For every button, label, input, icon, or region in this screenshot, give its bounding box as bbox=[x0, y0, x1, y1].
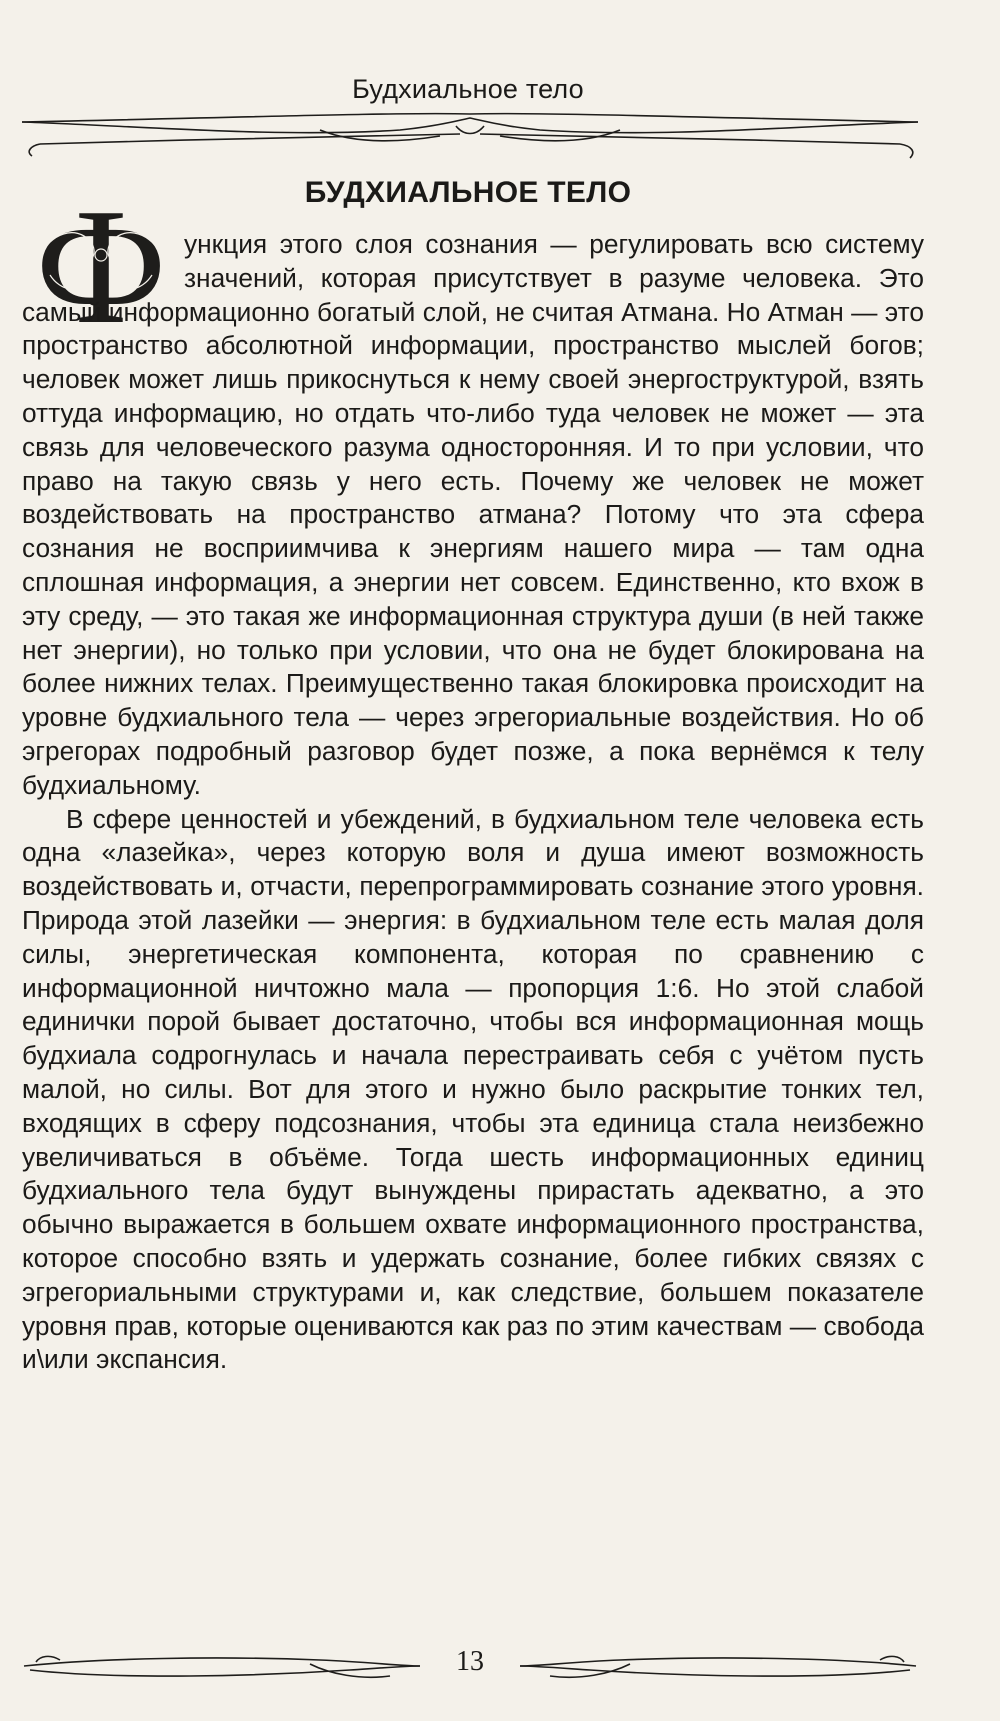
page-number: 13 bbox=[456, 1646, 484, 1677]
paragraph-1: ункция этого слоя сознания — регулировать всю систему значений, которая присутствует в разуме человека. Это самый информационно богатый слой, не считая Атмана. Но Атман — это пространство абсолютной информации, пространство мыслей богов; человек может лишь прикоснуться к нему своей энергоструктурой, взять оттуда информацию, но отдать что-либо туда человек не может — эта связь для человеческого разума односторонняя. И то при условии, что право на такую связь у него есть. Почему же человек не может воздействовать на пространство атмана? Потому что эта сфера сознания не восприимчива к энергиям нашего мира — там одна сплошная информация, а энергии нет совсем. Единственно, кто вхож в эту среду, — это такая же информационная структура души (в ней также нет энергии), но только при условии, что она не будет блокирована на более нижних телах. Преимущественно такая блокировка происходит на уровне будхиального тела — через эгрегориальные воздействия. Но об эгрегорах подробный разговор будет позже, а пока вернёмся к телу будхиальному. bbox=[22, 229, 924, 800]
chapter-title: БУДХИАЛЬНОЕ ТЕЛО bbox=[304, 176, 632, 209]
drop-cap-letter: Ф bbox=[35, 174, 167, 358]
page-footer bbox=[20, 1640, 920, 1690]
running-head: Будхиальное тело bbox=[352, 74, 584, 104]
top-ornament-divider bbox=[20, 108, 920, 160]
drop-cap-spacer bbox=[22, 228, 184, 292]
paragraph-2: В сфере ценностей и убеждений, в будхиальном теле человека есть одна «лазейка», через которую воля и душа имеют возможность воздействовать и, отчасти, перепрограммировать сознание этого уровня. Природа этой лазейки — энергия: в будхиальном теле есть малая доля силы, энергетическая компонента, которая по сравнению с информационной ничтожно мала — пропорция 1:6. Но этой слабой единички порой бывает достаточно, чтобы вся информационная мощь будхиала содрогнулась и начала перестраивать себя с учётом пусть малой, но силы. Вот для этого и нужно было раскрытие тонких тел, входящих в сферу подсознания, чтобы эта единица стала неизбежно увеличиваться в объёме. Тогда шесть информационных единиц будхиального тела будут вынуждены прирастать адекватно, а это обычно выражается в большем охвате информационного пространства, которое способно взять и удержать сознание, более гибких связях с эгрегориальными структурами и, как следствие, большем показателе уровня прав, которые оцениваются как раз по этим качествам — свобода и\или экспансия. bbox=[22, 803, 924, 1375]
body-text bbox=[22, 228, 924, 1377]
